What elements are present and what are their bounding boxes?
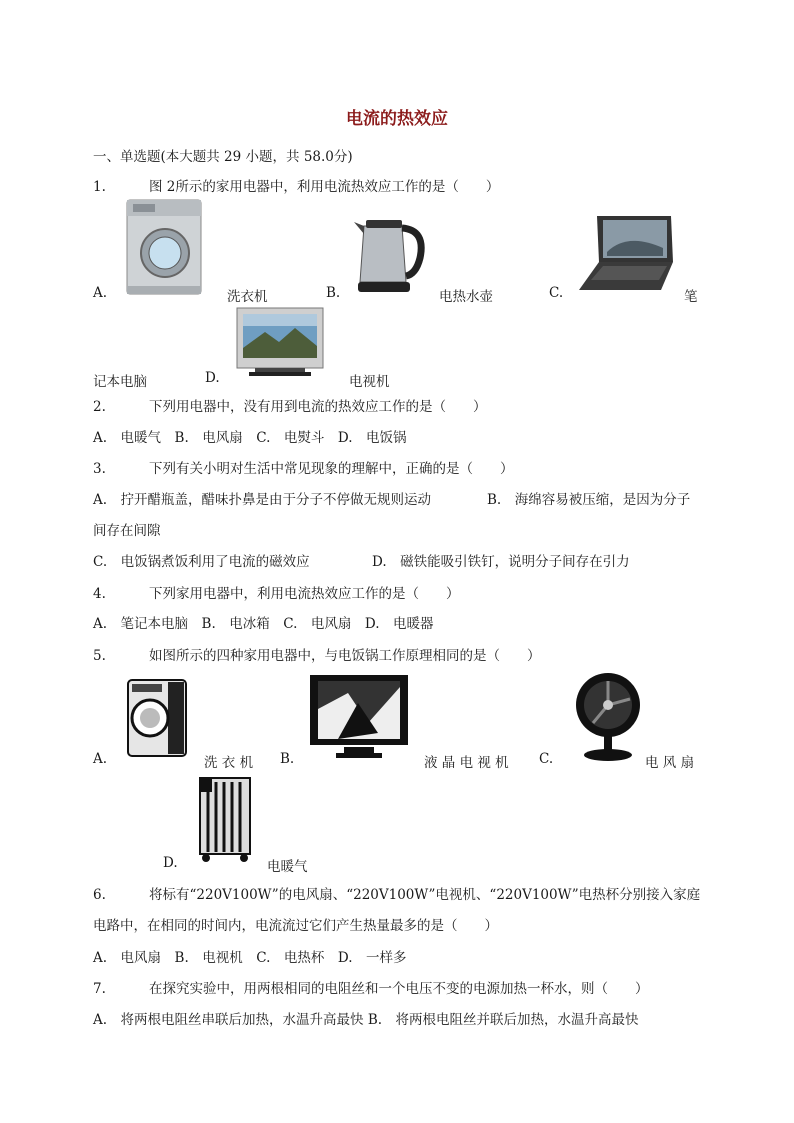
q1-option-c-text-continued: 记本电脑 [93, 374, 147, 390]
q5-option-a-text: 洗 衣 机 [204, 755, 254, 771]
q7-options: A. 将两根电阻丝串联后加热，水温升高最快 B. 将两根电阻丝并联后加热，水温升高最快 [93, 1012, 639, 1028]
question-number: 1. [93, 179, 106, 195]
oil-heater-bw-image [196, 774, 254, 864]
question-stem: 将标有“220V100W”的电风扇、“220V100W”电视机、“220V100W”电热杯分别接入家庭 [149, 887, 701, 903]
question-stem: 在探究实验中，用两根相同的电阻丝和一个电压不变的电源加热一杯水，则（ ） [149, 981, 649, 997]
question-number: 6. [93, 887, 106, 903]
q3-option-b: B. 海绵容易被压缩，是因为分子 [487, 492, 691, 508]
section-heading: 一、单选题(本大题共 29 小题，共 58.0分) [93, 149, 353, 165]
question-stem: 下列家用电器中，利用电流热效应工作的是（ ） [149, 586, 460, 602]
q1-option-d-text: 电视机 [349, 374, 390, 390]
question-stem: 图 2所示的家用电器中，利用电流热效应工作的是（ ） [149, 179, 500, 195]
q1-option-c-text: 笔 [684, 289, 698, 305]
q1-option-c-letter: C. [549, 285, 564, 301]
washing-machine-bw-image [124, 676, 188, 760]
q5-option-d-letter: D. [163, 855, 178, 871]
q5-option-c-text: 电 风 扇 [645, 755, 695, 771]
electric-fan-bw-image [573, 671, 643, 763]
q5-option-b-letter: B. [280, 751, 295, 767]
question-5 [93, 644, 541, 664]
question-stem: 下列用电器中，没有用到电流的热效应工作的是（ ） [149, 399, 487, 415]
question-7 [93, 977, 649, 997]
question-6 [93, 883, 700, 903]
q1-option-d-letter: D. [205, 370, 220, 386]
electric-kettle-image [350, 212, 430, 294]
question-3 [93, 457, 514, 477]
question-6-continued: 电路中，在相同的时间内，电流流过它们产生热量最多的是（ ） [93, 918, 498, 934]
q1-option-a-letter: A. [93, 285, 108, 301]
page-title: 电流的热效应 [346, 109, 448, 129]
washing-machine-image [125, 198, 203, 296]
q1-option-a-text: 洗衣机 [227, 289, 268, 305]
question-number: 5. [93, 648, 106, 664]
q3-option-d: D. 磁铁能吸引铁钉，说明分子间存在引力 [372, 554, 630, 570]
q2-options: A. 电暖气 B. 电风扇 C. 电熨斗 D. 电饭锅 [93, 430, 407, 446]
lcd-tv-bw-image [308, 673, 410, 761]
q5-option-c-letter: C. [539, 751, 554, 767]
question-number: 7. [93, 981, 106, 997]
question-1 [93, 175, 499, 195]
television-image [235, 306, 325, 378]
q1-option-b-text: 电热水壶 [439, 289, 493, 305]
question-number: 3. [93, 461, 106, 477]
question-stem: 如图所示的四种家用电器中，与电饭锅工作原理相同的是（ ） [149, 648, 541, 664]
question-number: 2. [93, 399, 106, 415]
q4-options: A. 笔记本电脑 B. 电冰箱 C. 电风扇 D. 电暖器 [93, 616, 434, 632]
q5-option-a-letter: A. [93, 751, 108, 767]
q5-option-b-text: 液 晶 电 视 机 [424, 755, 509, 771]
laptop-image [577, 212, 677, 294]
question-2 [93, 395, 487, 415]
question-number: 4. [93, 586, 106, 602]
question-4 [93, 582, 460, 602]
q5-option-d-text: 电暖气 [267, 859, 308, 875]
q1-option-b-letter: B. [326, 285, 341, 301]
q3-option-a: A. 拧开醋瓶盖，醋味扑鼻是由于分子不停做无规则运动 [93, 492, 432, 508]
question-stem: 下列有关小明对生活中常见现象的理解中，正确的是（ ） [149, 461, 514, 477]
q6-options: A. 电风扇 B. 电视机 C. 电热杯 D. 一样多 [93, 950, 407, 966]
q3-option-b-continued: 间存在间隙 [93, 523, 161, 539]
q3-option-c: C. 电饭锅煮饭利用了电流的磁效应 [93, 554, 310, 570]
